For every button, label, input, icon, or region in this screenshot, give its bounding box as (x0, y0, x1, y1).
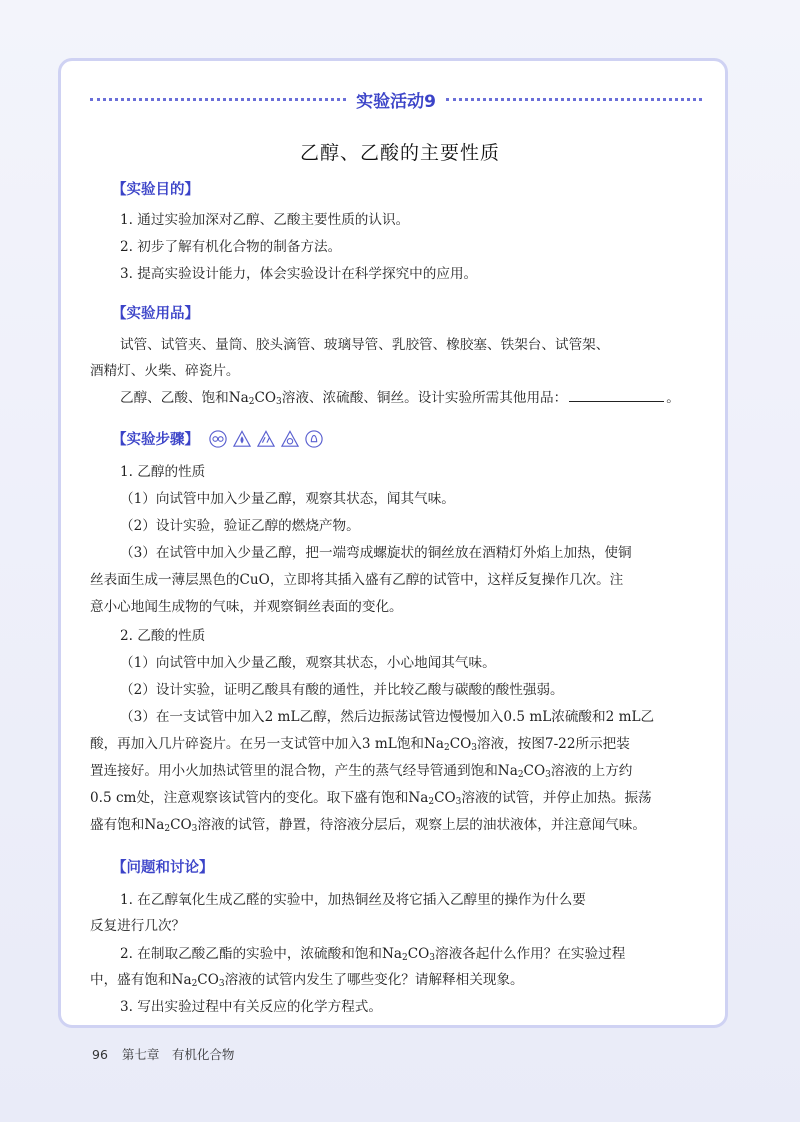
steps-1-3a: （3）在试管中加入少量乙醇，把一端弯成螺旋状的铜丝放在酒精灯外焰上加热，使铜 (120, 545, 632, 561)
purpose-item-2: 2. 初步了解有机化合物的制备方法。 (120, 239, 342, 255)
chapter-label: 第七章 有机化合物 (121, 1047, 235, 1062)
materials-line-3: 乙醇、乙酸、饱和$Na_2CO_3$溶液、浓硫酸、铜丝。设计实验所需其他用品： 。 (120, 390, 680, 407)
question-1b: 反复进行几次？ (90, 918, 186, 934)
activity-header (90, 86, 702, 112)
steps-2-3a: （3）在一支试管中加入2 mL乙醇，然后边振荡试管边慢慢加入0.5 mL浓硫酸和2 mL乙 (120, 709, 655, 725)
dotted-rule-left (90, 98, 346, 101)
materials-line-1: 试管、试管夹、量筒、胶头滴管、玻璃导管、乳胶管、橡胶塞、铁架台、试管架、 (120, 337, 610, 353)
wash-hands-icon (305, 430, 323, 448)
activity-title: 实验活动9 (356, 91, 436, 112)
section-heading-discussion: 【 问题和讨论 】 (112, 860, 214, 876)
steps-1-1: （1）向试管中加入少量乙醇，观察其状态，闻其气味。 (120, 491, 455, 507)
steps-2-3d: 0.5 cm处，注意观察该试管内的变化。取下盛有饱和$Na_2CO_3$溶液的试管，并停止加热。振荡 (90, 790, 652, 807)
steps-2-1: （1）向试管中加入少量乙酸，观察其状态，小心地闻其气味。 (120, 655, 496, 671)
question-2b: 中，盛有饱和$Na_2CO_3$溶液的试管内发生了哪些变化？请解释相关现象。 (90, 972, 524, 989)
steps-2-3b: 酸，再加入几片碎瓷片。在另一支试管中加入3 mL饱和$Na_2CO_3$溶液，按图7-22所示把装 (90, 736, 630, 753)
dotted-rule-right (446, 98, 702, 101)
steps-1-3c: 意小心地闻生成物的气味，并观察铜丝表面的变化。 (90, 599, 403, 615)
page-number: 96 (92, 1047, 108, 1062)
steps-heading-2: 2. 乙酸的性质 (120, 628, 206, 644)
purpose-item-3: 3. 提高实验设计能力，体会实验设计在科学探究中的应用。 (120, 266, 478, 282)
steps-2-3e: 盛有饱和$Na_2CO_3$溶液的试管，静置，待溶液分层后，观察上层的油状液体，并注意闻气味。 (90, 817, 646, 834)
purpose-item-1: 1. 通过实验加深对乙醇、乙酸主要性质的认识。 (120, 212, 410, 228)
section-heading-materials: 【 实验用品 】 (112, 306, 199, 322)
corrosive-icon (257, 430, 275, 448)
materials-line-2: 酒精灯、火柴、碎瓷片。 (90, 363, 240, 379)
steps-heading-1: 1. 乙醇的性质 (120, 464, 206, 480)
steps-1-3b: 丝表面生成一薄层黑色的CuO，立即将其插入盛有乙醇的试管中，这样反复操作几次。注 (90, 572, 624, 588)
document-title: 乙醇、乙酸的主要性质 (299, 142, 500, 164)
fill-in-blank (569, 389, 664, 402)
question-1a: 1. 在乙醇氧化生成乙醛的实验中，加热铜丝及将它插入乙醇里的操作为什么要 (120, 892, 586, 908)
steps-1-2: （2）设计实验，验证乙醇的燃烧产物。 (120, 518, 360, 534)
safety-icons (209, 430, 323, 448)
fire-hazard-icon (233, 430, 251, 448)
section-heading-steps: 【 实验步骤 】 (112, 428, 323, 449)
steps-2-3c: 置连接好。用小火加热试管里的混合物，产生的蒸气经导管通到饱和$Na_2CO_3$溶液的上方约 (90, 763, 633, 780)
section-heading-purpose: 【 实验目的 】 (112, 182, 199, 198)
page-footer (92, 1045, 234, 1063)
question-3: 3. 写出实验过程中有关反应的化学方程式。 (120, 999, 382, 1015)
goggles-icon (209, 430, 227, 448)
steps-2-2: （2）设计实验，证明乙酸具有酸的通性，并比较乙酸与碳酸的酸性强弱。 (120, 682, 564, 698)
ventilation-icon (281, 430, 299, 448)
question-2a: 2. 在制取乙酸乙酯的实验中，浓硫酸和饱和$Na_2CO_3$溶液各起什么作用？在实验过程 (120, 946, 626, 963)
